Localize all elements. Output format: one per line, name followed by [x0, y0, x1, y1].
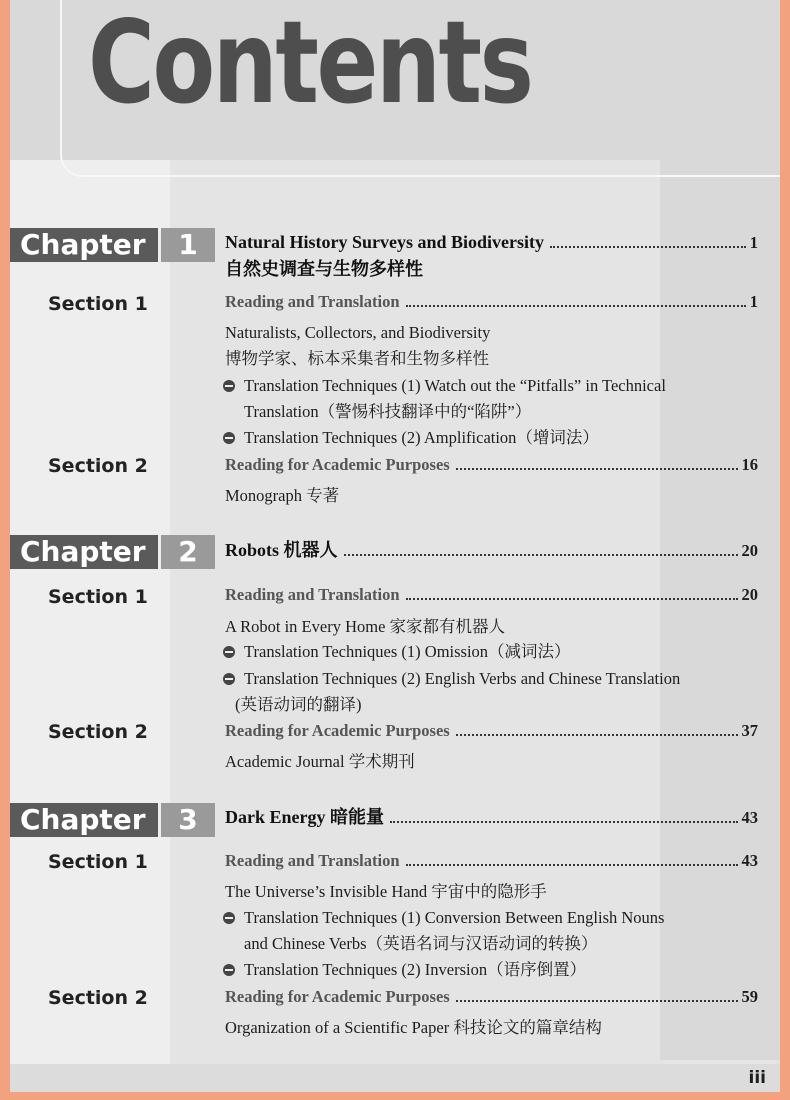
- footer-band: [10, 1064, 780, 1092]
- section-label: Section 2: [48, 455, 148, 477]
- page-ref: 16: [741, 455, 758, 474]
- leader-dots: [406, 305, 746, 307]
- technique-line-2: and Chinese Verbs（英语名词与汉语动词的转换）: [244, 934, 598, 953]
- chapter-2-bar: [10, 535, 215, 569]
- section-heading: Reading for Academic Purposes: [225, 987, 450, 1006]
- leader-dots: [456, 1000, 738, 1002]
- page-ref: 20: [741, 585, 758, 604]
- technique-line-1: Translation Techniques (1) Watch out the “Pitfalls” in Technical: [244, 376, 666, 395]
- reading-title: Organization of a Scientific Paper 科技论文的篇章结构: [225, 1018, 602, 1037]
- chapter-number: 1: [161, 228, 215, 262]
- toc: [10, 0, 780, 1092]
- chapter-label: Chapter: [10, 803, 158, 837]
- chapter-label: Chapter: [10, 228, 158, 262]
- leader-dots: [406, 598, 738, 600]
- bullet-icon: [223, 646, 235, 658]
- reading-title-cn: 博物学家、标本采集者和生物多样性: [225, 349, 489, 368]
- section-label: Section 1: [48, 293, 148, 315]
- page-number: iii: [748, 1068, 766, 1088]
- leader-dots: [456, 468, 738, 470]
- technique-item: [223, 666, 743, 718]
- technique-line-1: Translation Techniques (2) Inversion（语序倒置）: [244, 960, 587, 979]
- section-label: Section 2: [48, 721, 148, 743]
- page-ref: 1: [749, 233, 758, 252]
- chapter-3-title-row[interactable]: [225, 807, 758, 828]
- section-heading-row[interactable]: [225, 455, 758, 475]
- page-ref: 20: [741, 541, 758, 560]
- section-heading-row[interactable]: [225, 292, 758, 312]
- leader-dots: [344, 554, 738, 556]
- reading-title: Naturalists, Collectors, and Biodiversity: [225, 323, 491, 342]
- bullet-icon: [223, 964, 235, 976]
- chapter-3-bar: [10, 803, 215, 837]
- bullet-icon: [223, 380, 235, 392]
- reading-title: The Universe’s Invisible Hand 宇宙中的隐形手: [225, 882, 547, 901]
- page-title: Contents: [88, 0, 532, 129]
- chapter-number: 3: [161, 803, 215, 837]
- section-label: Section 2: [48, 987, 148, 1009]
- page: [10, 0, 780, 1092]
- section-heading: Reading and Translation: [225, 292, 400, 311]
- technique-item: [223, 425, 743, 451]
- bullet-icon: [223, 912, 235, 924]
- leader-dots: [456, 734, 738, 736]
- chapter-1-title-row[interactable]: [225, 232, 758, 253]
- page-ref: 59: [741, 987, 758, 1006]
- reading-title: A Robot in Every Home 家家都有机器人: [225, 617, 506, 636]
- section-heading-row[interactable]: [225, 851, 758, 871]
- chapter-2-title-row[interactable]: [225, 540, 758, 561]
- chapter-title: Dark Energy 暗能量: [225, 807, 384, 827]
- section-heading: Reading for Academic Purposes: [225, 455, 450, 474]
- chapter-title-cn: 自然史调查与生物多样性: [225, 259, 423, 279]
- section-label: Section 1: [48, 851, 148, 873]
- bullet-icon: [223, 432, 235, 444]
- technique-line-1: Translation Techniques (1) Omission（减词法）: [244, 642, 571, 661]
- leader-dots: [390, 821, 738, 823]
- technique-item: [223, 373, 743, 425]
- leader-dots: [406, 864, 738, 866]
- chapter-1-bar: [10, 228, 215, 262]
- page-ref: 1: [749, 292, 758, 311]
- bullet-icon: [223, 673, 235, 685]
- section-heading-row[interactable]: [225, 585, 758, 605]
- page-ref: 43: [741, 808, 758, 827]
- technique-item: [223, 957, 743, 983]
- technique-item: [223, 905, 743, 957]
- chapter-title: Natural History Surveys and Biodiversity: [225, 232, 545, 252]
- chapter-title: Robots 机器人: [225, 540, 338, 560]
- section-label: Section 1: [48, 586, 148, 608]
- section-heading-row[interactable]: [225, 987, 758, 1007]
- reading-title: Monograph 专著: [225, 486, 340, 505]
- page-ref: 37: [741, 721, 758, 740]
- technique-item: [223, 639, 743, 665]
- section-heading: Reading and Translation: [225, 585, 400, 604]
- technique-line-1: Translation Techniques (2) Amplification（增词法）: [244, 428, 599, 447]
- page-ref: 43: [741, 851, 758, 870]
- technique-line-2: Translation（警惕科技翻译中的“陷阱”）: [244, 402, 532, 421]
- technique-line-2: (英语动词的翻译): [235, 695, 362, 714]
- leader-dots: [550, 246, 746, 248]
- chapter-label: Chapter: [10, 535, 158, 569]
- section-heading-row[interactable]: [225, 721, 758, 741]
- technique-line-1: Translation Techniques (1) Conversion Between English Nouns: [244, 908, 665, 927]
- reading-title: Academic Journal 学术期刊: [225, 752, 415, 771]
- section-heading: Reading and Translation: [225, 851, 400, 870]
- technique-line-1: Translation Techniques (2) English Verbs and Chinese Translation: [244, 669, 681, 688]
- chapter-number: 2: [161, 535, 215, 569]
- section-heading: Reading for Academic Purposes: [225, 721, 450, 740]
